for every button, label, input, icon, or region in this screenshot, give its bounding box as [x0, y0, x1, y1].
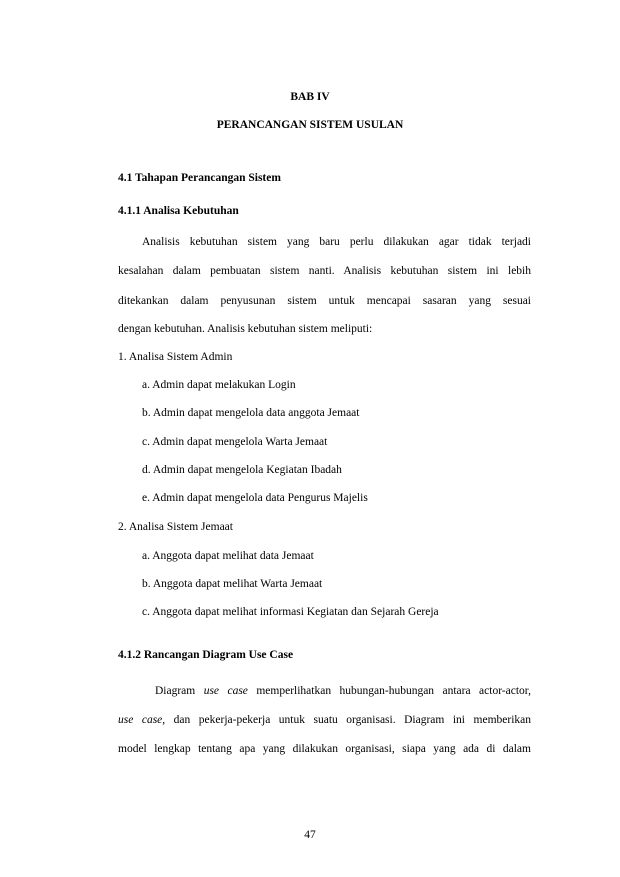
chapter-number: BAB IV: [290, 91, 330, 103]
list-title-jemaat: 2. Analisa Sistem Jemaat: [118, 521, 233, 533]
paragraph-use-case-line-1: [155, 684, 531, 698]
list-item: a. Admin dapat melakukan Login: [142, 379, 296, 391]
list-item: c. Admin dapat mengelola Warta Jemaat: [142, 436, 328, 448]
paragraph-use-case-line-3: model lengkap tentang apa yang dilakukan organisasi, siapa yang ada di dalam: [118, 743, 531, 755]
list-item: d. Admin dapat mengelola Kegiatan Ibadah: [142, 464, 342, 476]
page-number: 47: [304, 829, 316, 841]
italic-term: use case: [203, 685, 248, 697]
paragraph-line-2: kesalahan dalam pembuatan sistem nanti. Analisis kebutuhan sistem ini lebih: [118, 265, 531, 277]
list-item: c. Anggota dapat melihat informasi Kegiatan dan Sejarah Gereja: [142, 606, 439, 618]
paragraph-use-case-line-2: [118, 713, 531, 727]
list-title-admin: 1. Analisa Sistem Admin: [118, 351, 233, 363]
section-heading-4-1-1: 4.1.1 Analisa Kebutuhan: [118, 205, 239, 217]
section-heading-4-1-2: 4.1.2 Rancangan Diagram Use Case: [118, 649, 294, 661]
chapter-title: PERANCANGAN SISTEM USULAN: [216, 119, 404, 131]
section-heading-4-1: 4.1 Tahapan Perancangan Sistem: [118, 172, 281, 184]
text-run: dan pekerja-pekerja untuk suatu organisasi. Diagram ini memberikan: [165, 714, 531, 726]
text-run: Diagram: [155, 685, 204, 697]
paragraph-line-1: Analisis kebutuhan sistem yang baru perlu dilakukan agar tidak terjadi: [142, 236, 531, 248]
list-item: b. Admin dapat mengelola data anggota Jemaat: [142, 407, 360, 419]
paragraph-line-3: ditekankan dalam penyusunan sistem untuk mencapai sasaran yang sesuai: [118, 295, 531, 307]
list-item: b. Anggota dapat melihat Warta Jemaat: [142, 578, 323, 590]
list-item: e. Admin dapat mengelola data Pengurus Majelis: [142, 492, 368, 504]
paragraph-line-4: dengan kebutuhan. Analisis kebutuhan sistem meliputi:: [118, 323, 373, 335]
text-run: memperlihatkan hubungan-hubungan antara actor-actor,: [247, 685, 531, 697]
list-item: a. Anggota dapat melihat data Jemaat: [142, 550, 314, 562]
italic-term: use case,: [118, 714, 166, 726]
